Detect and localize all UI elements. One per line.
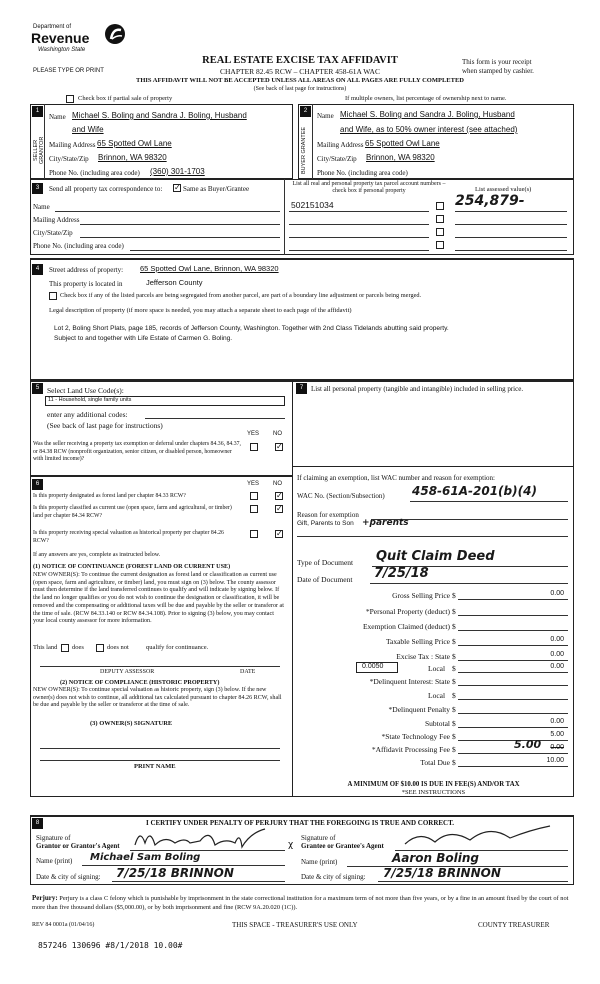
s5-no-header: NO: [273, 431, 282, 437]
if-yes-note: If any answers are yes, complete as instructed below.: [33, 552, 161, 558]
parcel-2-personal-checkbox[interactable]: [436, 215, 444, 223]
wac-number: 458-61A-201(b)(4): [412, 484, 537, 498]
section-3-number: 3: [32, 183, 43, 194]
s3-city-label: City/State/Zip: [33, 229, 73, 237]
assessed-value-1: 254,879-: [455, 193, 525, 209]
agency-line1: Department of: [33, 24, 72, 30]
section-1-number: 1: [32, 106, 43, 117]
grantee-sig-label-1: Signature of: [301, 834, 336, 842]
excise-state-label: Excise Tax : State: [396, 652, 450, 661]
segregation-checkbox[interactable]: [49, 292, 57, 300]
forest-yes-checkbox[interactable]: [250, 492, 258, 500]
delinq-state-label: *Delinquent Interest: State: [369, 677, 450, 686]
reason-label: Reason for exemption: [297, 511, 359, 519]
s3-name-label: Name: [33, 203, 50, 211]
seller-name-line1: Michael S. Boling and Sandra J. Boling, Husband: [72, 111, 247, 120]
county-treasurer: COUNTY TREASURER: [478, 921, 550, 929]
x-mark: χ: [288, 840, 294, 850]
this-land-label: This land: [33, 644, 58, 651]
section-7-number: 7: [296, 383, 307, 394]
location-county: Jefferson County: [146, 278, 203, 287]
dor-logo: [33, 20, 133, 60]
seller-name-line2: and Wife: [72, 125, 104, 134]
instructions-note: (See back of last page for instructions): [253, 86, 347, 92]
deputy-assessor-label: DEPUTY ASSESSOR: [100, 669, 155, 675]
partial-sale-checkbox[interactable]: [66, 95, 74, 103]
grantor-name-label: Name (print): [36, 857, 73, 865]
grantee-date-label: Date & city of signing:: [301, 873, 366, 881]
exemption-claim-label: If claiming an exemption, list WAC number and reason for exemption:: [297, 474, 495, 482]
does-checkbox[interactable]: [61, 644, 69, 652]
seller-phone: (360) 301-1703: [150, 167, 205, 176]
affidavit-fee-struck: 0.00: [550, 744, 564, 751]
tech-fee-value: 5.00: [550, 731, 564, 738]
s5-no-checkbox[interactable]: ✓: [276, 442, 283, 451]
total-due-value: 10.00: [546, 757, 564, 764]
total-due-label: Total Due: [420, 758, 450, 767]
current-use-no-checkbox[interactable]: ✓: [276, 504, 283, 513]
doc-type-label: Type of Document: [297, 558, 354, 567]
land-use-label: Select Land Use Code(s):: [47, 386, 124, 395]
notice-2-title: (2) NOTICE OF COMPLIANCE (HISTORIC PROPERTY): [60, 679, 220, 686]
exemption-question: Was the seller receiving a property tax exemption or deferral under chapters 84.36, 84.37, or 84.38 RCW (nonprofit organization, senior citizen, or disabled person, homeowner with limited income)?: [33, 441, 241, 462]
s5-yes-checkbox[interactable]: [250, 443, 258, 451]
section-5-number: 5: [32, 383, 43, 394]
wac-label: WAC No. (Section/Subsection): [297, 492, 385, 500]
s5-see-back: (See back of last page for instructions): [47, 421, 163, 430]
date-label: DATE: [240, 669, 256, 675]
section-8-number: 8: [32, 818, 43, 829]
segregation-label: Check box if any of the listed parcels are being segregated from another parcel, are part of a boundary line adjustment or parcels being merged.: [60, 292, 422, 299]
land-use-select[interactable]: [45, 396, 285, 406]
current-use-question: Is this property classified as current use (open space, farm and agricultural, or timber) land per chapter 84.34 RCW?: [33, 505, 232, 519]
s6-no-header: NO: [273, 481, 282, 487]
form-chapter: CHAPTER 82.45 RCW – CHAPTER 458-61A WAC: [220, 67, 380, 76]
personal-property-label: List all personal property (tangible and intangible) included in selling price.: [311, 385, 524, 393]
seller-phone-label: Phone No. (including area code): [49, 169, 140, 177]
local-value: 0.00: [550, 663, 564, 670]
notice-1-title: (1) NOTICE OF CONTINUANCE (FOREST LAND OR CURRENT USE): [33, 563, 231, 570]
same-as-buyer-checkbox[interactable]: ✓: [174, 183, 181, 192]
perjury-text: Perjury is a class C felony which is punishable by imprisonment in the state correctional institution for a maximum term of not more than five years, or by a fine in an amount fixed by the court of not more than five thousand dollars ($5,000.00), or by both imprisonment and fine (RCW 9A.20.020 (1C)).: [32, 895, 569, 911]
section-4-number: 4: [32, 264, 43, 275]
local-rate-box: [356, 662, 398, 673]
grantor-name-handwritten: Michael Sam Boling: [90, 852, 201, 863]
street-address-label: Street address of property:: [49, 266, 124, 274]
location-label: This property is located in: [49, 280, 123, 288]
seller-address-label: Mailing Address: [49, 141, 96, 149]
seller-name-label: Name: [49, 113, 66, 121]
local-rate: 0.0050: [362, 663, 384, 670]
historic-question: Is this property receiving special valuation as historical property per chapter 84.26 RCW?: [33, 530, 224, 544]
legal-description-2: Subject to and together with Life Estate of Carmen G. Boling.: [54, 335, 233, 342]
grantee-date-handwritten: 7/25/18 BRINNON: [383, 866, 501, 880]
partial-sale-label: Check box if partial sale of property: [78, 95, 173, 102]
agency-line2: Revenue: [31, 30, 90, 46]
buyer-city-label: City/State/Zip: [317, 155, 357, 163]
doc-type-value: Quit Claim Deed: [376, 549, 495, 564]
s3-phone-label: Phone No. (including area code): [33, 242, 124, 250]
buyer-address-label: Mailing Address: [317, 141, 364, 149]
historic-yes-checkbox[interactable]: [250, 530, 258, 538]
grantor-signature: [130, 823, 280, 853]
parcel-number-1: 502151034: [291, 200, 334, 210]
section-2-number: 2: [300, 106, 311, 117]
perjury-notice: [32, 894, 574, 912]
delinq-local-label: Local: [428, 691, 446, 700]
grantee-name-handwritten: Aaron Boling: [392, 851, 480, 865]
buyer-name-line1: Michael S. Boling and Sandra J. Boling, Husband: [340, 110, 515, 119]
affidavit-fee-handwritten: 5.00: [514, 738, 542, 751]
certify-statement: I CERTIFY UNDER PENALTY OF PERJURY THAT THE FOREGOING IS TRUE AND CORRECT.: [145, 819, 454, 827]
current-use-yes-checkbox[interactable]: [250, 505, 258, 513]
subtotal-label: Subtotal: [424, 719, 450, 728]
rev-number: REV 84 0001a (01/04/16): [32, 922, 95, 928]
multiple-owners-note: If multiple owners, list percentage of ownership next to name.: [345, 95, 507, 102]
notice-1-body: NEW OWNER(S): To continue the current designation as forest land or classification as current use (open space, farm and agriculture, or timber) land, you must sign on (3) below. The county assessor must then determine if the land transferred continues to qualify and will indicate by signing below. If the land no longer qualifies or you do not wish to continue the designation or classification, it will be removed and the compensating or additional taxes will be due and payable by the seller or transferor at the time of sale. (RCW 84.33.140 or RCW 84.34.108). Prior to signing (3) below, you may contact your local county assessor for more information.: [33, 572, 284, 625]
legal-description-1: Lot 2, Boling Short Plats, page 185, records of Jefferson County, Washington. Together with 2nd Class Tidelands abutting said property.: [54, 325, 449, 332]
receipt-note-2: when stamped by cashier.: [462, 67, 534, 75]
notice-2-body: NEW OWNER(S): To continue special valuation as historic property, sign (3) below. If the new owner(s) does not wish to continue, all additional tax calculated pursuant to chapter 84.26 RCW, shall be due and payable by the seller or transferor at the time of sale.: [33, 687, 282, 708]
form-title: REAL ESTATE EXCISE TAX AFFIDAVIT: [202, 55, 398, 66]
buyer-phone-label: Phone No. (including area code): [317, 169, 408, 177]
forest-no-checkbox[interactable]: ✓: [276, 491, 283, 500]
personal-deduct-label: *Personal Property (deduct): [365, 607, 450, 616]
owner-signature-label: (3) OWNER(S) SIGNATURE: [90, 720, 173, 727]
seller-tag: SELLER GRANTOR: [33, 136, 45, 164]
print-name-label: PRINT NAME: [134, 763, 176, 770]
historic-no-checkbox[interactable]: ✓: [276, 529, 283, 538]
street-address: 65 Spotted Owl Lane, Brinnon, WA 98320: [140, 264, 279, 273]
does-not-checkbox[interactable]: [96, 644, 104, 652]
seller-city-label: City/State/Zip: [49, 155, 89, 163]
forest-land-question: Is this property designated as forest land per chapter 84.33 RCW?: [33, 493, 186, 499]
perjury-bold: Perjury:: [32, 894, 58, 902]
treasurer-stamp: 857246 130696 #8/1/2018 10.00#: [38, 941, 183, 950]
grantee-name-label: Name (print): [301, 858, 338, 866]
send-correspondence-label: Send all property tax correspondence to:: [49, 185, 163, 193]
receipt-note-1: This form is your receipt: [462, 58, 532, 66]
s5-yes-header: YES: [247, 431, 260, 437]
section-4: [30, 258, 574, 380]
doc-date-value: 7/25/18: [374, 566, 429, 581]
additional-codes-label: enter any additional codes:: [47, 410, 128, 419]
see-instructions-note: *SEE INSTRUCTIONS: [401, 789, 466, 796]
agency-line3: Washington State: [38, 47, 86, 53]
seller-city: Brinnon, WA 98320: [98, 153, 167, 162]
taxable-label: Taxable Selling Price: [385, 637, 450, 646]
parcel-4-personal-checkbox[interactable]: [436, 241, 444, 249]
treasurer-only: THIS SPACE - TREASURER'S USE ONLY: [232, 921, 358, 929]
please-type: PLEASE TYPE OR PRINT: [33, 68, 104, 74]
does-label: does: [72, 644, 84, 651]
subtotal-value: 0.00: [550, 718, 564, 725]
gross-label: Gross Selling Price: [392, 591, 450, 600]
gross-value: 0.00: [550, 590, 564, 597]
qualify-label: qualify for continuance.: [146, 644, 209, 651]
land-use-value: 11 - Household, single family units: [48, 397, 132, 403]
buyer-name-label: Name: [317, 112, 334, 120]
affidavit-fee-label: *Affidavit Processing Fee: [371, 745, 450, 754]
doc-date-label: Date of Document: [297, 575, 353, 584]
buyer-city: Brinnon, WA 98320: [366, 153, 435, 162]
section-6-number: 6: [32, 479, 43, 490]
same-as-buyer-label: Same as Buyer/Grantee: [183, 185, 250, 193]
taxable-value: 0.00: [550, 636, 564, 643]
parcel-3-personal-checkbox[interactable]: [436, 228, 444, 236]
grantor-sig-label-1: Signature of: [36, 834, 71, 842]
s6-yes-header: YES: [247, 481, 260, 487]
seller-address: 65 Spotted Owl Lane: [97, 139, 172, 148]
assessed-header: List assessed value(s): [475, 186, 532, 193]
parcel-header: List all real and personal property tax parcel account numbers – check box if personal property: [292, 181, 446, 194]
grantor-date-label: Date & city of signing:: [36, 873, 101, 881]
excise-state-value: 0.00: [550, 651, 564, 658]
buyer-tag: BUYER GRANTEE: [301, 126, 307, 174]
minimum-note: A MINIMUM OF $10.00 IS DUE IN FEE(S) AND/OR TAX: [347, 781, 520, 788]
warning-text: THIS AFFIDAVIT WILL NOT BE ACCEPTED UNLESS ALL AREAS ON ALL PAGES ARE FULLY COMPLETED: [136, 77, 464, 84]
s3-address-label: Mailing Address: [33, 216, 80, 224]
local-label: Local: [428, 664, 446, 673]
reason-handwritten: +parents: [362, 518, 409, 528]
grantee-signature: [400, 820, 560, 852]
legal-description-label: Legal description of property (if more space is needed, you may attach a separate sheet to each page of the affidavit): [49, 307, 352, 314]
does-not-label: does not: [107, 644, 129, 651]
exemption-claimed-label: Exemption Claimed (deduct): [362, 622, 450, 631]
dor-logo-icon: [103, 22, 127, 46]
grantor-sig-label-2: Grantor or Grantor's Agent: [36, 842, 120, 850]
grantee-sig-label-2: Grantee or Grantee's Agent: [301, 842, 384, 850]
buyer-address: 65 Spotted Owl Lane: [365, 139, 440, 148]
parcel-1-personal-checkbox[interactable]: [436, 202, 444, 210]
reason-value: Gift, Parents to Son: [297, 520, 354, 527]
delinq-penalty-label: *Delinquent Penalty: [388, 705, 450, 714]
tech-fee-label: *State Technology Fee: [381, 732, 450, 741]
grantor-date-handwritten: 7/25/18 BRINNON: [116, 866, 234, 880]
buyer-name-line2: and Wife, as to 50% owner interest (see attached): [340, 125, 518, 134]
